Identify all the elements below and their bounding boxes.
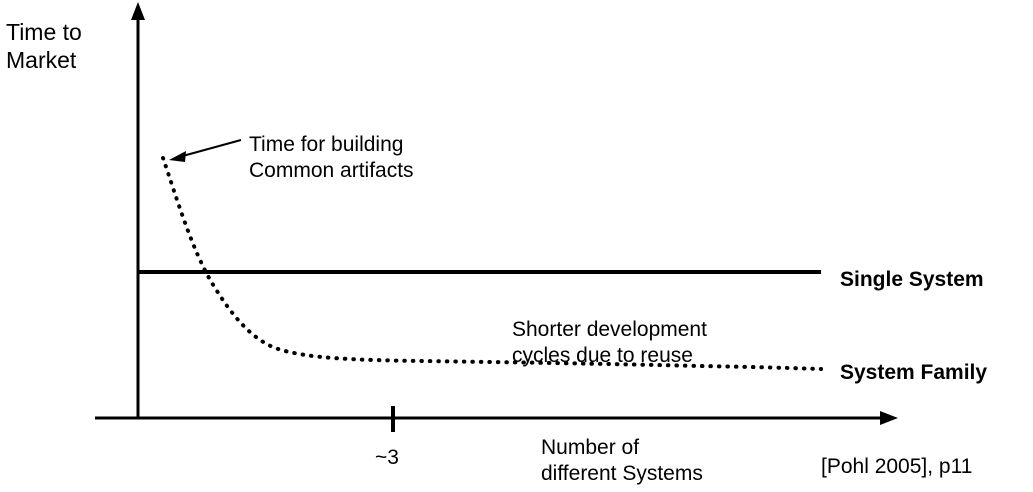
- annotation-reuse-note: [512, 317, 707, 368]
- source-citation: [Pohl 2005], p11: [821, 455, 973, 478]
- x-axis: [95, 411, 898, 425]
- x-axis-title-line2: different Systems: [541, 461, 703, 485]
- annotation-reuse-note-line2: cycles due to reuse: [512, 343, 693, 367]
- y-axis-title: [6, 18, 82, 74]
- x-axis-title-line1: Number of: [541, 436, 640, 459]
- y-axis: [131, 2, 145, 418]
- series-label-single-system: Single System: [840, 268, 984, 291]
- x-axis-title: [541, 435, 703, 486]
- y-axis-title-line1: Time to: [6, 19, 82, 45]
- annotation-common-artifacts-line1: Time for building: [249, 133, 404, 156]
- y-axis-title-line2: Market: [6, 47, 77, 74]
- series-system-family-line: [163, 158, 821, 369]
- annotation-arrow: [169, 140, 241, 162]
- annotation-common-artifacts-line2: Common artifacts: [249, 158, 414, 182]
- x-axis-tick-label: ~3: [375, 446, 399, 469]
- series-label-system-family: System Family: [840, 361, 988, 384]
- annotation-common-artifacts: [249, 132, 414, 183]
- annotation-reuse-note-line1: Shorter development: [512, 318, 707, 341]
